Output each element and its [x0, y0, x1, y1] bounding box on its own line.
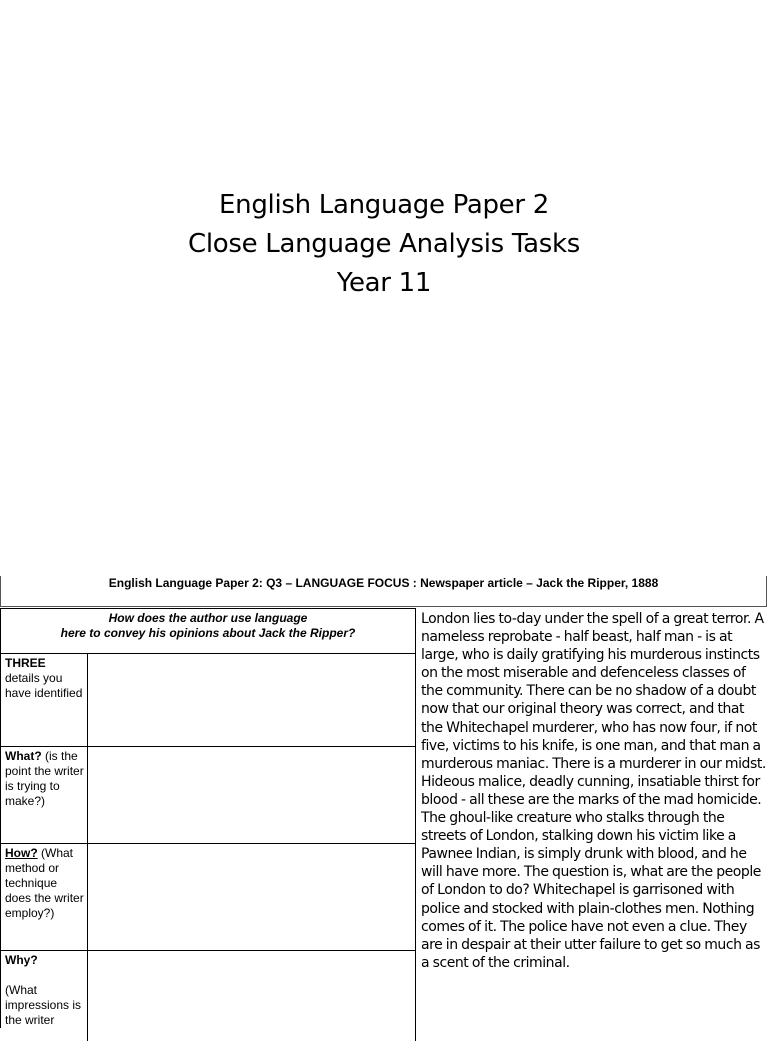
row-description: (What impressions is the writer [5, 983, 82, 1027]
title-line-3: Year 11 [336, 268, 432, 298]
table-row-why [1, 951, 416, 1041]
title-line-1: English Language Paper 2 [219, 190, 549, 220]
table-row-how [1, 844, 416, 951]
row-description: (What method or technique does the writer employ?) [5, 846, 84, 920]
slide-title [0, 186, 768, 303]
row-heading: How? [5, 846, 38, 860]
answer-cell-how[interactable] [88, 844, 415, 950]
question-line-1: How does the author use language [108, 611, 308, 625]
row-heading: What? [5, 749, 42, 763]
row-label-details [1, 654, 88, 746]
answer-cell-what[interactable] [88, 747, 415, 843]
row-label-why [1, 951, 88, 1041]
row-label-how [1, 844, 88, 950]
title-line-2: Close Language Analysis Tasks [187, 229, 580, 259]
row-heading: THREE [5, 656, 46, 670]
answer-cell-details[interactable] [88, 654, 415, 746]
row-description: (is the point the writer is trying to make?) [5, 749, 84, 808]
row-label-what [1, 747, 88, 843]
answer-cell-why[interactable] [88, 951, 415, 1041]
table-row-details [1, 654, 416, 747]
worksheet-header: English Language Paper 2: Q3 – LANGUAGE FOCUS : Newspaper article – Jack the Ripper, 1888 [0, 576, 767, 607]
row-heading: Why? [5, 953, 38, 967]
question-line-2: here to convey his opinions about Jack the Ripper? [60, 626, 356, 640]
row-description: details you have identified [5, 671, 83, 700]
worksheet [0, 576, 768, 1027]
analysis-table [0, 608, 416, 1028]
table-row-what [1, 747, 416, 844]
question-cell [1, 609, 416, 654]
newspaper-article-text: London lies to-day under the spell of a great terror. A nameless reprobate - half beast, half man - is at large, who is daily gratifying his murderous instincts on the most miserable and defenceless classes of the community. There can be no shadow of a doubt now that our original theory was correct, and that the Whitechapel murderer, who has now four, if not five, victims to his knife, is one man, and that man a murderous maniac. There is a murderer in our midst. Hideous malice, deadly cunning, insatiable thirst for blood - all these are the marks of the mad homicide. The ghoul-like creature who stalks through the streets of London, stalking down his victim like a Pawnee Indian, is simply drunk with blood, and he will have more. The question is, what are the people of London to do? Whitechapel is garrisoned with police and stocked with plain-clothes men. Nothing comes of it. The police have not even a clue. They are in despair at their utter failure to get so much as a scent of the criminal. [421, 611, 766, 971]
